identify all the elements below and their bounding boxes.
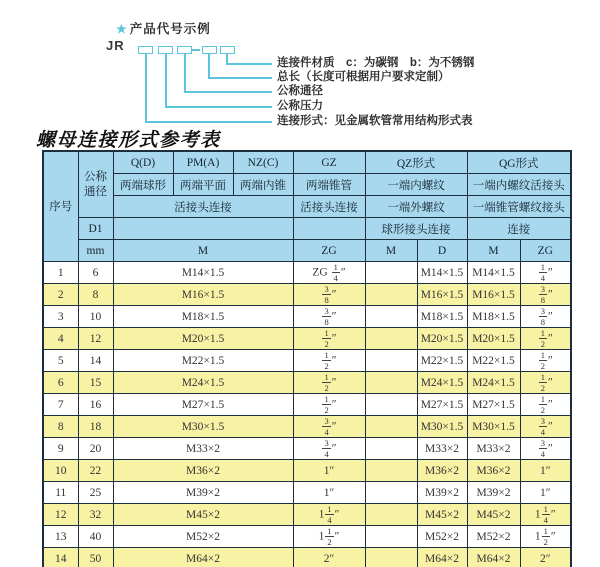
cell-qz-m <box>365 262 417 284</box>
header-col-q: Q(D) <box>113 151 173 174</box>
header-col-nz: NZ(C) <box>233 151 293 174</box>
header-row-5 <box>43 240 571 262</box>
cell-seq: 6 <box>43 372 78 394</box>
header-union-conn: 活接头连接 <box>113 196 293 218</box>
cell-m: M16×1.5 <box>113 284 293 306</box>
header-row-4 <box>43 218 571 240</box>
cell-qz-d: M36×2 <box>417 460 467 482</box>
cell-seq: 10 <box>43 460 78 482</box>
cell-qg-zg: $\frac{1}{2}$ ″ <box>520 372 571 394</box>
cell-seq: 9 <box>43 438 78 460</box>
connector-line <box>208 77 272 79</box>
code-prefix: JR <box>106 38 125 53</box>
header-qz-conn: 球形接头连接 <box>365 218 467 240</box>
cell-gz: $\frac{1}{2}$ ″ <box>293 350 365 372</box>
cell-m: M24×1.5 <box>113 372 293 394</box>
cell-qg-zg: 1 $\frac{1}{4}$ ″ <box>520 504 571 526</box>
table-row <box>43 262 571 284</box>
cell-m: M30×1.5 <box>113 416 293 438</box>
cell-m: M33×2 <box>113 438 293 460</box>
cell-dn: 22 <box>78 460 113 482</box>
cell-gz: $\frac{3}{8}$ ″ <box>293 284 365 306</box>
cell-dn: 15 <box>78 372 113 394</box>
code-label-material: 连接件材质 c：为碳钢 b：为不锈钢 <box>277 57 475 69</box>
header-nz-desc: 两端内锥 <box>233 174 293 196</box>
cell-gz: $\frac{1}{2}$ ″ <box>293 372 365 394</box>
diagram-title <box>116 19 211 37</box>
cell-qz-d: M22×1.5 <box>417 350 467 372</box>
cell-qg-zg: 1 $\frac{1}{2}$ ″ <box>520 526 571 548</box>
code-label-pressure: 公称压力 <box>277 100 323 112</box>
connector-line <box>184 53 186 91</box>
table-row <box>43 306 571 328</box>
cell-m: M27×1.5 <box>113 394 293 416</box>
header-mm: mm <box>78 240 113 262</box>
cell-qg-zg: $\frac{1}{2}$ ″ <box>520 350 571 372</box>
cell-qz-d: M64×2 <box>417 548 467 567</box>
cell-qg-m: M36×2 <box>467 460 520 482</box>
header-qg-desc1: 一端内螺纹活接头 <box>467 174 571 196</box>
connector-line <box>208 53 210 77</box>
cell-qg-zg: $\frac{3}{4}$ ″ <box>520 416 571 438</box>
cell-gz: 2″ <box>293 548 365 567</box>
cell-qg-m: M22×1.5 <box>467 350 520 372</box>
cell-qz-d: M20×1.5 <box>417 328 467 350</box>
table-row <box>43 504 571 526</box>
cell-qz-d: M16×1.5 <box>417 284 467 306</box>
header-qg-desc2: 一端锥管螺纹接头 <box>467 196 571 218</box>
cell-gz: $\frac{1}{2}$ ″ <box>293 394 365 416</box>
cell-qz-m <box>365 350 417 372</box>
cell-qz-d: M18×1.5 <box>417 306 467 328</box>
cell-m: M14×1.5 <box>113 262 293 284</box>
cell-qz-m <box>365 438 417 460</box>
connector-line <box>145 53 147 121</box>
cell-gz: $\frac{3}{8}$ ″ <box>293 306 365 328</box>
cell-m: M39×2 <box>113 482 293 504</box>
connector-line <box>165 106 272 108</box>
cell-dn: 50 <box>78 548 113 567</box>
connector-line <box>145 121 272 123</box>
cell-m: M20×1.5 <box>113 328 293 350</box>
cell-seq: 8 <box>43 416 78 438</box>
header-row-2 <box>43 174 571 196</box>
header-gz-conn: 活接头连接 <box>293 196 365 218</box>
cell-dn: 8 <box>78 284 113 306</box>
header-col-gz: GZ <box>293 151 365 174</box>
header-dn: 公称通径 <box>78 151 113 218</box>
cell-m: M22×1.5 <box>113 350 293 372</box>
header-col-qz: QZ形式 <box>365 151 467 174</box>
cell-qg-m: M33×2 <box>467 438 520 460</box>
header-qz-desc2: 一端外螺纹 <box>365 196 467 218</box>
star-icon: ★ <box>116 22 128 36</box>
cell-seq: 11 <box>43 482 78 504</box>
cell-seq: 7 <box>43 394 78 416</box>
header-seq: 序号 <box>43 151 78 262</box>
cell-gz: 1″ <box>293 482 365 504</box>
header-row-1 <box>43 151 571 174</box>
cell-qz-m <box>365 482 417 504</box>
cell-qg-m: M52×2 <box>467 526 520 548</box>
cell-qz-m <box>365 460 417 482</box>
header-qg-conn: 连接 <box>467 218 571 240</box>
table-row <box>43 394 571 416</box>
cell-dn: 40 <box>78 526 113 548</box>
cell-qg-m: M27×1.5 <box>467 394 520 416</box>
cell-qz-m <box>365 328 417 350</box>
header-blank-m <box>113 218 293 240</box>
connector-line <box>226 63 272 65</box>
cell-qz-m <box>365 504 417 526</box>
cell-qg-zg: 2″ <box>520 548 571 567</box>
cell-seq: 13 <box>43 526 78 548</box>
cell-gz: ZG $\frac{1}{4}$ ″ <box>293 262 365 284</box>
cell-dn: 14 <box>78 350 113 372</box>
cell-qz-m <box>365 416 417 438</box>
cell-m: M18×1.5 <box>113 306 293 328</box>
cell-qg-zg: $\frac{1}{2}$ ″ <box>520 328 571 350</box>
header-m: M <box>113 240 293 262</box>
cell-qz-m <box>365 284 417 306</box>
cell-m: M52×2 <box>113 526 293 548</box>
nut-connection-reference-table <box>42 150 572 567</box>
cell-gz: $\frac{3}{4}$ ″ <box>293 416 365 438</box>
cell-dn: 20 <box>78 438 113 460</box>
cell-dn: 32 <box>78 504 113 526</box>
header-blank-gz <box>293 218 365 240</box>
header-col-pm: PM(A) <box>173 151 233 174</box>
table-row <box>43 526 571 548</box>
table-title: 螺母连接形式参考表 <box>36 130 221 151</box>
cell-qg-m: M16×1.5 <box>467 284 520 306</box>
cell-qz-m <box>365 548 417 567</box>
table-row <box>43 460 571 482</box>
cell-qz-m <box>365 526 417 548</box>
cell-qz-d: M52×2 <box>417 526 467 548</box>
cell-qg-m: M39×2 <box>467 482 520 504</box>
table-row <box>43 284 571 306</box>
connector-line <box>226 53 228 63</box>
cell-qz-d: M30×1.5 <box>417 416 467 438</box>
header-d1: D1 <box>78 218 113 240</box>
cell-gz: $\frac{1}{2}$ ″ <box>293 328 365 350</box>
header-qz-m: M <box>365 240 417 262</box>
cell-gz: 1 $\frac{1}{4}$ ″ <box>293 504 365 526</box>
cell-dn: 16 <box>78 394 113 416</box>
cell-qg-zg: $\frac{3}{8}$ ″ <box>520 284 571 306</box>
cell-m: M64×2 <box>113 548 293 567</box>
cell-dn: 6 <box>78 262 113 284</box>
cell-qz-d: M27×1.5 <box>417 394 467 416</box>
header-qg-m: M <box>467 240 520 262</box>
cell-qg-m: M18×1.5 <box>467 306 520 328</box>
cell-qg-zg: $\frac{1}{2}$ ″ <box>520 394 571 416</box>
cell-dn: 25 <box>78 482 113 504</box>
code-box-5 <box>220 46 235 54</box>
cell-qz-d: M24×1.5 <box>417 372 467 394</box>
cell-qz-d: M14×1.5 <box>417 262 467 284</box>
cell-qg-zg: $\frac{3}{4}$ ″ <box>520 438 571 460</box>
cell-qg-zg: $\frac{1}{4}$ ″ <box>520 262 571 284</box>
table-row <box>43 372 571 394</box>
connector-line <box>165 53 167 106</box>
connector-line <box>184 91 272 93</box>
cell-qz-d: M33×2 <box>417 438 467 460</box>
cell-gz: $\frac{3}{4}$ ″ <box>293 438 365 460</box>
table-row <box>43 482 571 504</box>
header-pm-desc: 两端平面 <box>173 174 233 196</box>
cell-qz-m <box>365 394 417 416</box>
header-gz-desc: 两端锥管 <box>293 174 365 196</box>
cell-qz-m <box>365 306 417 328</box>
code-dash <box>192 49 200 51</box>
cell-dn: 12 <box>78 328 113 350</box>
cell-seq: 12 <box>43 504 78 526</box>
table-row <box>43 438 571 460</box>
diagram-title-text: 产品代号示例 <box>129 22 211 36</box>
cell-seq: 1 <box>43 262 78 284</box>
table-row <box>43 548 571 567</box>
cell-dn: 18 <box>78 416 113 438</box>
cell-seq: 3 <box>43 306 78 328</box>
table-row <box>43 328 571 350</box>
cell-gz: 1″ <box>293 460 365 482</box>
cell-m: M45×2 <box>113 504 293 526</box>
cell-seq: 2 <box>43 284 78 306</box>
product-code-diagram <box>0 0 600 128</box>
cell-qz-d: M39×2 <box>417 482 467 504</box>
cell-seq: 14 <box>43 548 78 567</box>
cell-qg-zg: 1″ <box>520 482 571 504</box>
header-row-3 <box>43 196 571 218</box>
header-qg-zg: ZG <box>520 240 571 262</box>
code-label-diameter: 公称通径 <box>277 85 323 97</box>
table-row <box>43 350 571 372</box>
header-zg: ZG <box>293 240 365 262</box>
cell-qz-m <box>365 372 417 394</box>
cell-seq: 5 <box>43 350 78 372</box>
header-q-desc: 两端球形 <box>113 174 173 196</box>
cell-qg-m: M30×1.5 <box>467 416 520 438</box>
cell-qg-m: M24×1.5 <box>467 372 520 394</box>
cell-qg-m: M14×1.5 <box>467 262 520 284</box>
cell-seq: 4 <box>43 328 78 350</box>
header-col-qg: QG形式 <box>467 151 571 174</box>
cell-qg-m: M64×2 <box>467 548 520 567</box>
cell-qg-m: M45×2 <box>467 504 520 526</box>
table-row <box>43 416 571 438</box>
code-label-length: 总长（长度可根据用户要求定制） <box>277 71 450 83</box>
code-label-connection: 连接形式：见金属软管常用结构形式表 <box>277 115 473 127</box>
cell-qg-zg: $\frac{3}{8}$ ″ <box>520 306 571 328</box>
cell-qg-m: M20×1.5 <box>467 328 520 350</box>
header-qz-desc1: 一端内螺纹 <box>365 174 467 196</box>
cell-qg-zg: 1″ <box>520 460 571 482</box>
cell-dn: 10 <box>78 306 113 328</box>
code-box-4 <box>202 46 217 54</box>
header-qz-d: D <box>417 240 467 262</box>
cell-gz: 1 $\frac{1}{2}$ ″ <box>293 526 365 548</box>
cell-m: M36×2 <box>113 460 293 482</box>
cell-qz-d: M45×2 <box>417 504 467 526</box>
